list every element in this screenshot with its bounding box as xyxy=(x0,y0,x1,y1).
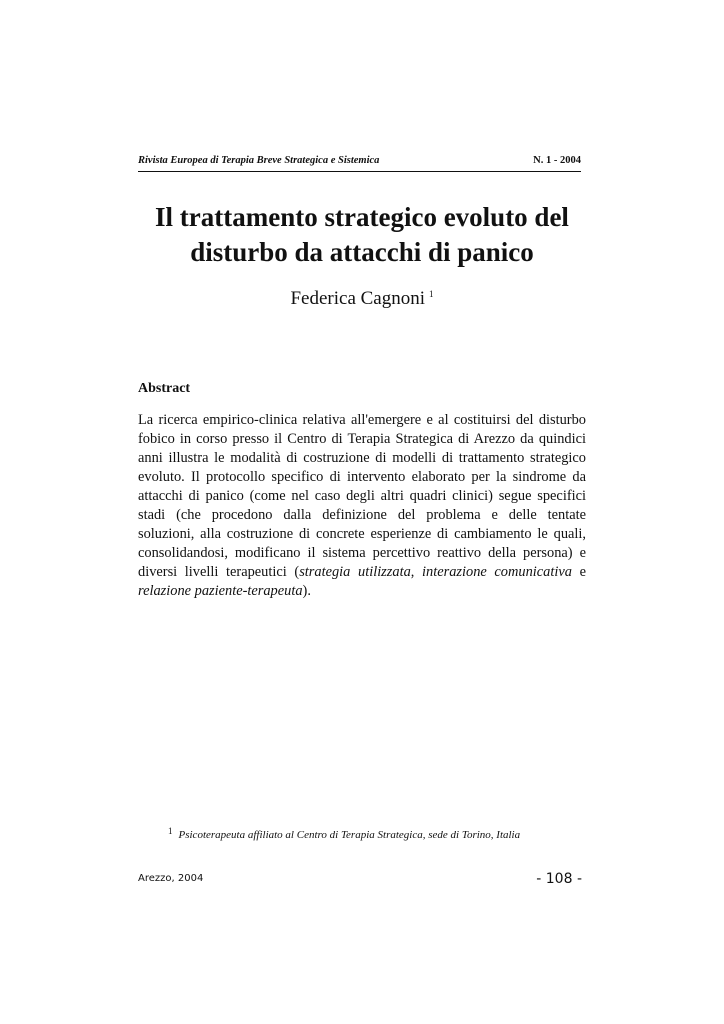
article-title xyxy=(100,200,624,270)
italic-term: relazione paziente-terapeuta xyxy=(138,583,303,599)
abstract-line: stadi (che procedono dalla definizione del problema e delle tentate xyxy=(138,507,586,523)
abstract-line: fobico in corso presso il Centro di Terapia Strategica di Arezzo da quindici xyxy=(138,431,586,447)
abstract-heading: Abstract xyxy=(138,381,191,396)
abstract-line-text: diversi livelli terapeutici ( xyxy=(138,564,300,580)
abstract-line xyxy=(138,563,586,582)
author-name: Federica Cagnoni xyxy=(290,288,426,309)
footer-place-date: Arezzo, 2004 xyxy=(138,873,204,884)
running-header xyxy=(138,155,581,172)
separator: , xyxy=(410,564,423,580)
abstract-end: ). xyxy=(302,583,311,599)
separator: e xyxy=(571,564,586,580)
abstract-body xyxy=(138,411,586,601)
italic-term: strategia utilizzata xyxy=(299,564,411,580)
author-footnote-mark: 1 xyxy=(429,289,434,299)
author-line xyxy=(100,288,624,310)
footnote-mark: 1 xyxy=(168,826,173,836)
footnote-text: Psicoterapeuta affiliato al Centro di Terapia Strategica, sede di Torino, Italia xyxy=(178,829,521,841)
abstract-line xyxy=(138,582,586,601)
abstract-line: evoluto. Il protocollo specifico di intervento elaborato per la sindrome da xyxy=(138,469,586,485)
footnote xyxy=(168,826,520,841)
abstract-line: soluzioni, alla costruzione di concrete esperienze di cambiamento le quali, xyxy=(138,526,586,542)
journal-name: Rivista Europea di Terapia Breve Strategica e Sistemica xyxy=(138,155,380,166)
title-line: Il trattamento strategico evoluto del xyxy=(155,202,569,232)
abstract-line: consolidandosi, modificano il sistema percettivo reattivo della persona) e xyxy=(138,545,586,561)
page-number: - 108 - xyxy=(536,871,582,887)
issue-number: N. 1 - 2004 xyxy=(533,155,581,166)
abstract-line: La ricerca empirico-clinica relativa all'emergere e al costituirsi del disturbo xyxy=(138,412,586,428)
title-line: disturbo da attacchi di panico xyxy=(190,237,534,267)
italic-term: interazione comunicativa xyxy=(422,564,572,580)
abstract-line: anni illustra le modalità di costruzione di modelli di trattamento strategico xyxy=(138,450,586,466)
abstract-line: attacchi di panico (come nel caso degli altri quadri clinici) segue specifici xyxy=(138,488,586,504)
